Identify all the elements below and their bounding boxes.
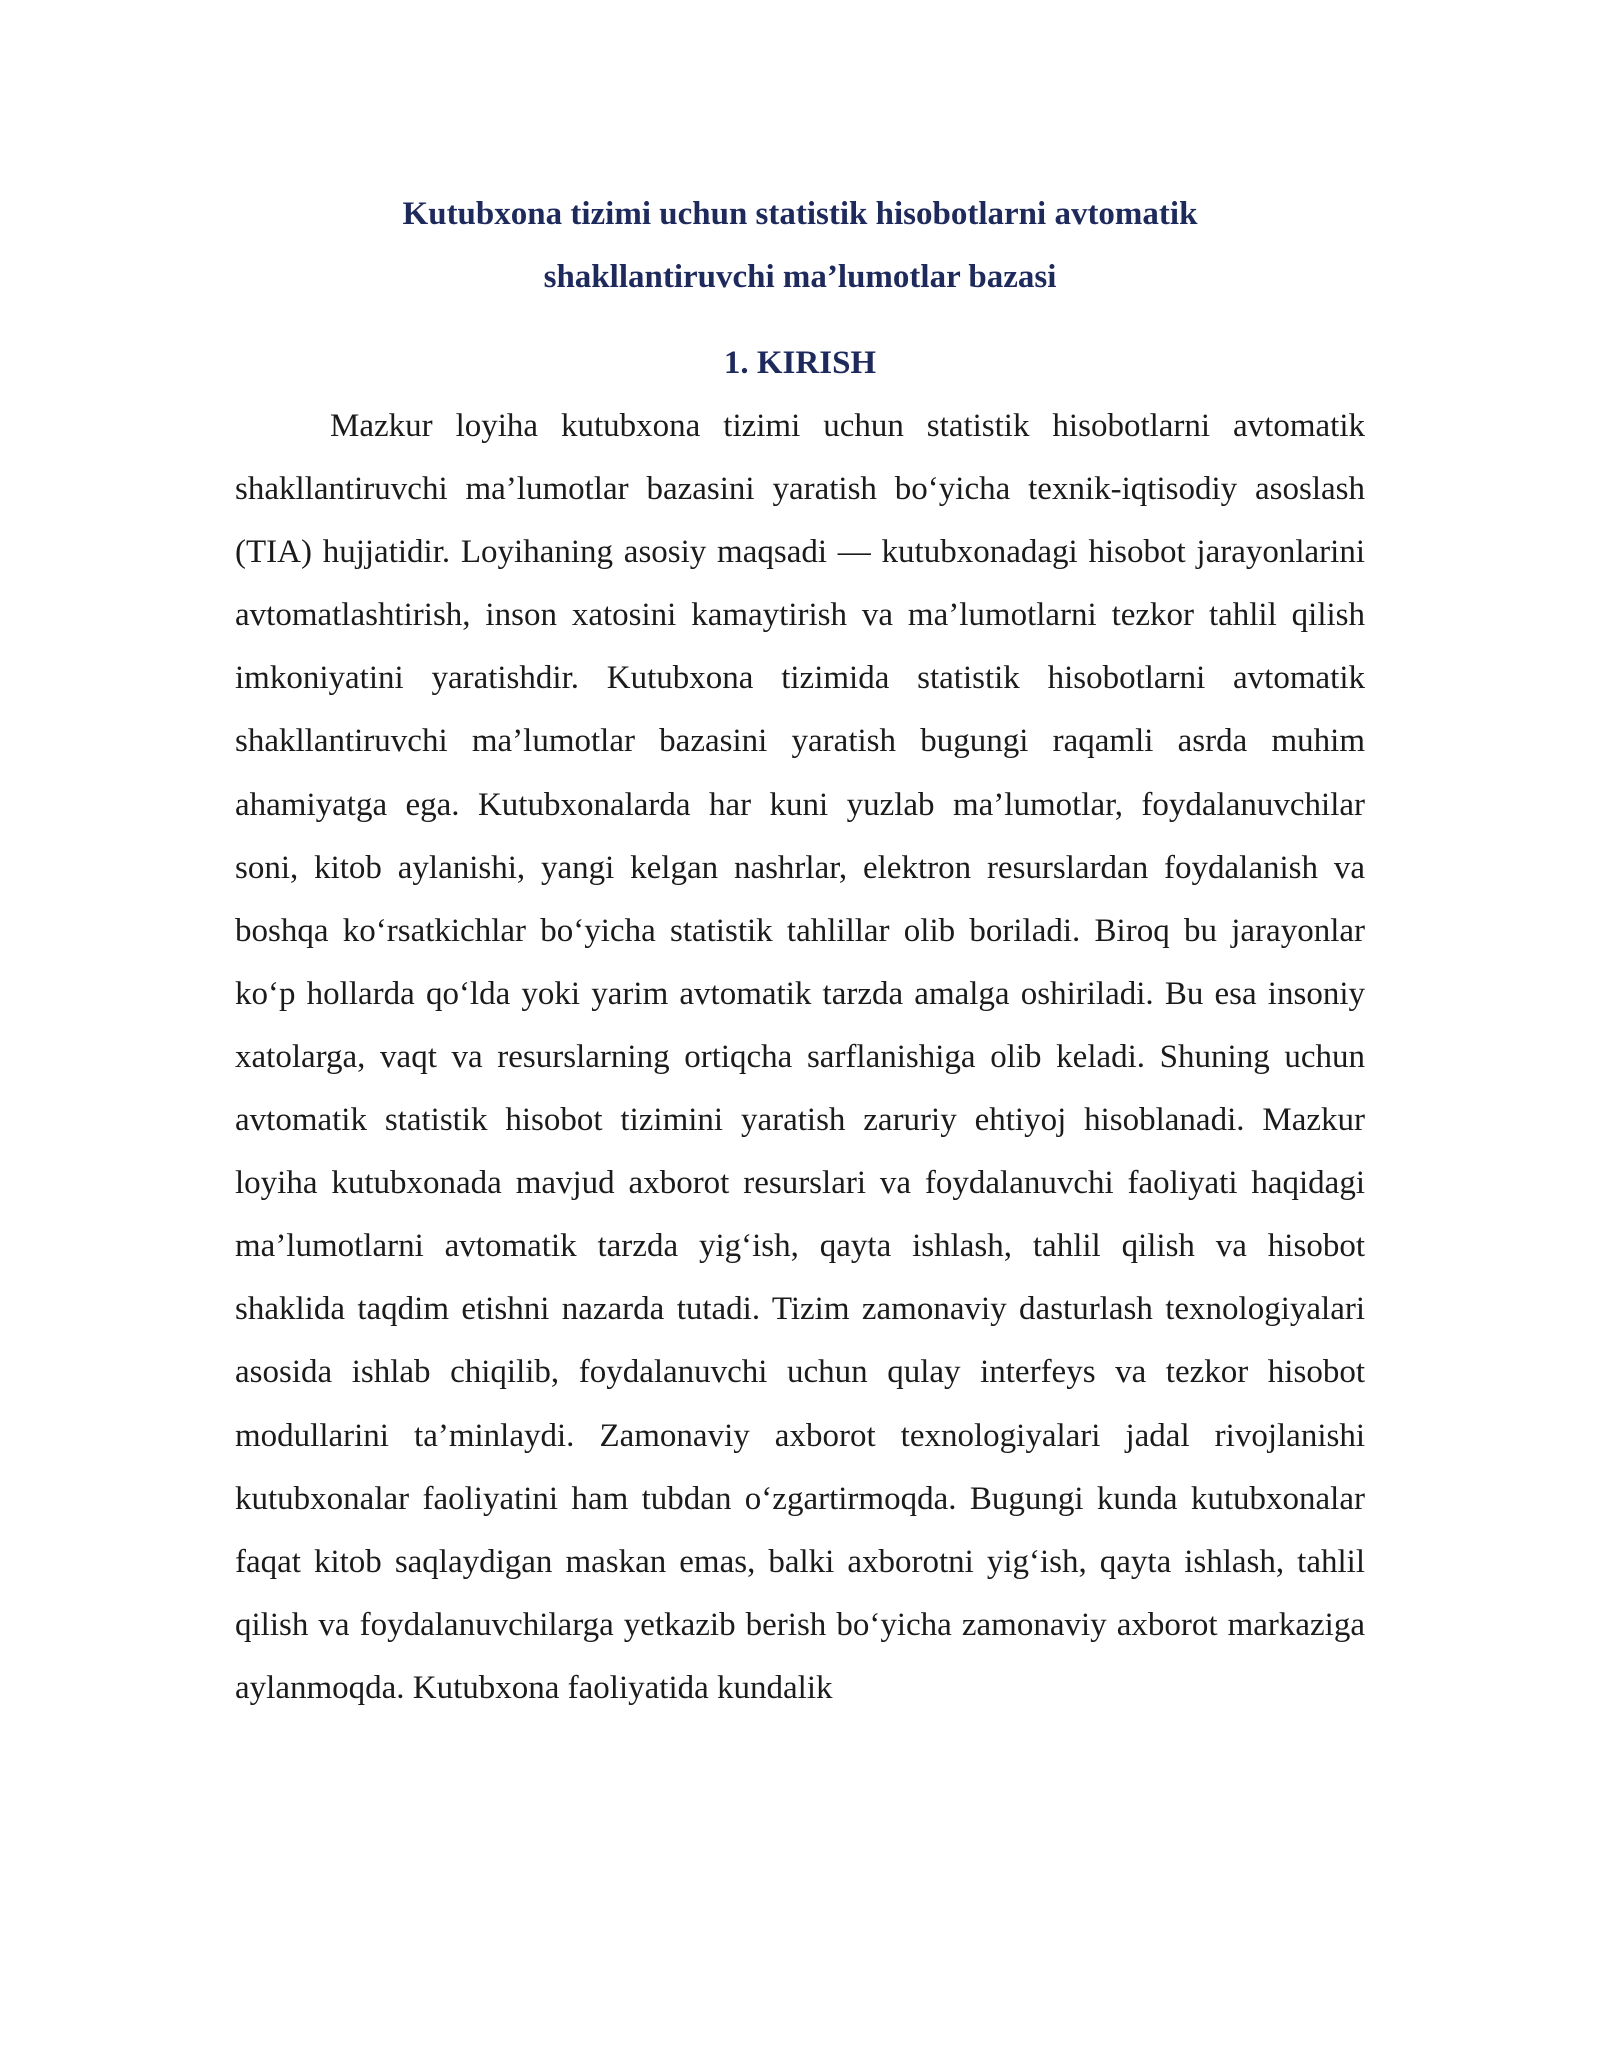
body-paragraph: Mazkur loyiha kutubxona tizimi uchun statistik hisobotlarni avtomatik shakllantiruvchi ma’lumotlar bazasini yaratish bo‘yicha texnik-iqtisodiy asoslash (TIA) hujjatidir. Loyihaning asosiy maqsadi — kutubxonadagi hisobot jarayonlarini avtomatlashtirish, inson xatosini kamaytirish va ma’lumotlarni tezkor tahlil qilish imkoniyatini yaratishdir. Kutubxona tizimida statistik hisobotlarni avtomatik shakllantiruvchi ma’lumotlar bazasini yaratish bugungi raqamli asrda muhim ahamiyatga ega. Kutubxonalarda har kuni yuzlab ma’lumotlar, foydalanuvchilar soni, kitob aylanishi, yangi kelgan nashrlar, elektron resurslardan foydalanish va boshqa ko‘rsatkichlar bo‘yicha statistik tahlillar olib boriladi. Biroq bu jarayonlar ko‘p hollarda qo‘lda yoki yarim avtomatik tarzda amalga oshiriladi. Bu esa insoniy xatolarga, vaqt va resurslarning ortiqcha sarflanishiga olib keladi. Shuning uchun avtomatik statistik hisobot tizimini yaratish zaruriy ehtiyoj hisoblanadi. Mazkur loyiha kutubxonada mavjud axborot resurslari va foydalanuvchi faoliyati haqidagi ma’lumotlarni avtomatik tarzda yig‘ish, qayta ishlash, tahlil qilish va hisobot shaklida taqdim etishni nazarda tutadi. Tizim zamonaviy dasturlash texnologiyalari asosida ishlab chiqilib, foydalanuvchi uchun qulay interfeys va tezkor hisobot modullarini ta’minlaydi. Zamonaviy axborot texnologiyalari jadal rivojlanishi kutubxonalar faoliyatini ham tubdan o‘zgartirmoqda. Bugungi kunda kutubxonalar faqat kitob saqlaydigan maskan emas, balki axborotni yig‘ish, qayta ishlash, tahlil qilish va foydalanuvchilarga yetkazib berish bo‘yicha zamonaviy axborot markaziga aylanmoqda. Kutubxona faoliyatida kundalik: [235, 408, 1365, 1706]
title-line-1: Kutubxona tizimi uchun statistik hisobotlarni avtomatik: [402, 196, 1198, 232]
title-line-2: shakllantiruvchi ma’lumotlar bazasi: [543, 259, 1057, 295]
section-heading: 1. KIRISH: [723, 345, 877, 381]
document-title: [235, 183, 1365, 309]
